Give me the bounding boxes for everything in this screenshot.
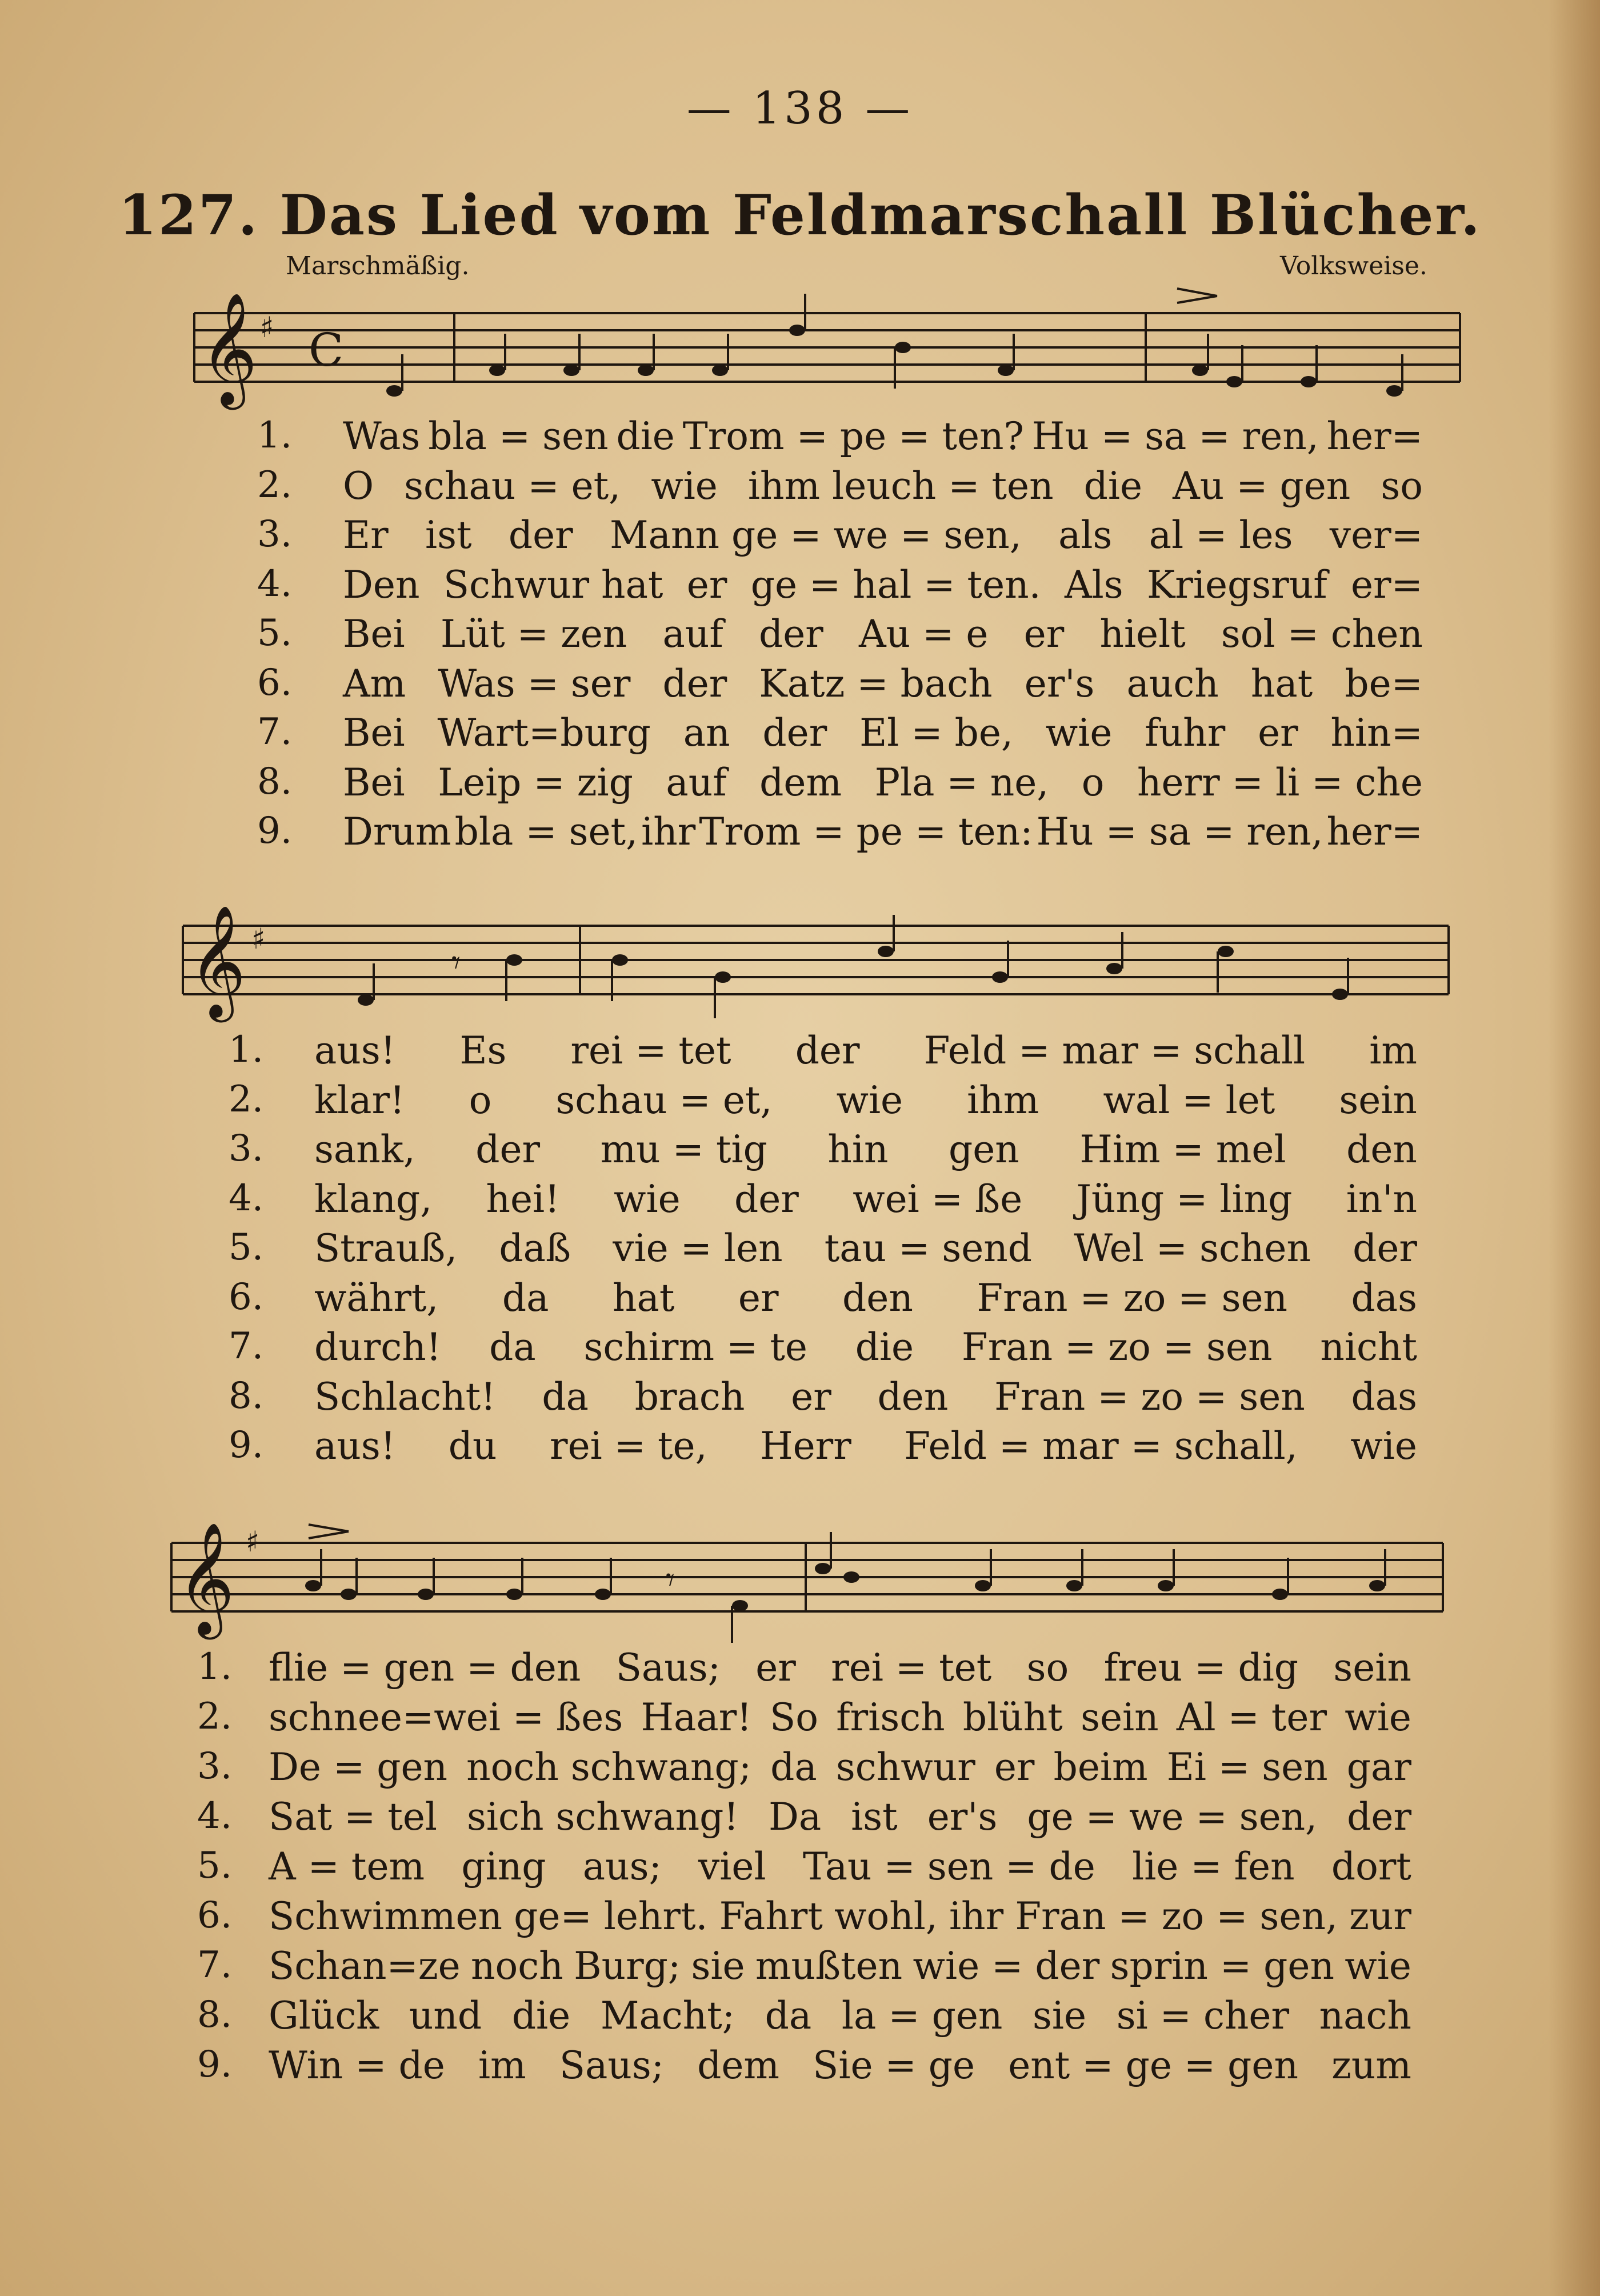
lyric-syllable: das	[1351, 1374, 1417, 1419]
verse-number: 4.	[257, 562, 293, 605]
lyric-line	[269, 1845, 1411, 1889]
staff-system-1	[194, 289, 1460, 410]
lyric-syllable: Schlacht!	[314, 1374, 496, 1419]
lyric-syllable: ging	[461, 1845, 546, 1889]
lyric-syllable: o	[1081, 760, 1105, 805]
lyric-syllable: brach	[634, 1374, 745, 1419]
lyric-syllable: Drum	[343, 810, 451, 854]
lyric-syllable: da	[765, 1994, 812, 2038]
lyric-syllable: aus!	[314, 1424, 396, 1468]
lyric-syllable: hat	[613, 1275, 675, 1320]
lyric-line	[314, 1029, 1417, 1073]
lyric-syllable: bla = sen	[428, 414, 609, 458]
verse-number: 7.	[229, 1325, 264, 1367]
lyric-syllable: herr = li = che	[1137, 760, 1423, 805]
lyric-syllable: aus;	[582, 1845, 662, 1889]
lyric-syllable: be=	[1345, 661, 1423, 706]
verse-number: 5.	[197, 1845, 233, 1887]
lyric-syllable: wie = der	[913, 1944, 1100, 1988]
lyric-syllable: gen	[948, 1127, 1019, 1171]
tempo-marking: Marschmäßig.	[286, 251, 470, 281]
lyric-syllable: Kriegsruf	[1147, 562, 1327, 607]
verse-number: 3.	[229, 1127, 264, 1170]
verse-number: 9.	[257, 810, 293, 852]
lyric-syllable: sein	[1081, 1695, 1159, 1739]
lyric-syllable: hei!	[486, 1177, 560, 1221]
svg-text:𝄾: 𝄾	[451, 943, 461, 983]
lyric-syllable: mu = tig	[600, 1127, 767, 1171]
lyric-syllable: Trom = pe = ten:	[699, 810, 1033, 854]
lyric-syllable: Feld = mar = schall,	[904, 1424, 1298, 1468]
lyric-syllable: Sat = tel	[269, 1795, 438, 1839]
lyric-syllable: Da	[768, 1795, 822, 1839]
verse-number: 3.	[197, 1745, 233, 1787]
lyric-line	[314, 1375, 1417, 1419]
lyric-line	[343, 761, 1423, 805]
lyric-line	[269, 1894, 1411, 1938]
lyric-syllable: dem	[759, 760, 842, 805]
lyric-syllable: sein	[1333, 1646, 1411, 1690]
lyric-syllable: rei = tet	[570, 1029, 731, 1073]
svg-text:𝄞: 𝄞	[189, 905, 246, 1018]
lyric-syllable: sein	[1339, 1078, 1417, 1122]
lyric-line	[314, 1276, 1417, 1320]
lyric-syllable: Schwimmen	[269, 1894, 503, 1938]
lyric-syllable: sank,	[314, 1127, 415, 1171]
lyric-syllable: in'n	[1346, 1177, 1417, 1221]
lyric-syllable: auf	[662, 612, 723, 656]
lyric-syllable: Au = e	[858, 612, 989, 656]
lyric-syllable: den	[1346, 1127, 1417, 1171]
lyric-syllable: den	[842, 1275, 913, 1320]
verse-number: 8.	[197, 1994, 233, 2036]
lyric-syllable: tau = send	[824, 1226, 1033, 1270]
lyric-syllable: da	[770, 1745, 817, 1789]
lyric-syllable: an	[683, 711, 730, 755]
lyric-syllable: der	[508, 513, 573, 557]
lyric-syllable: ge = we = sen,	[1027, 1795, 1318, 1839]
staff-system-3	[171, 1522, 1443, 1643]
lyric-syllable: beim	[1053, 1745, 1148, 1789]
lyric-syllable: Er	[343, 513, 389, 557]
lyric-syllable: frisch	[836, 1695, 945, 1739]
lyric-syllable: schau = et,	[555, 1078, 773, 1122]
lyric-syllable: ihr	[949, 1894, 1004, 1938]
lyric-syllable: Glück	[269, 1994, 379, 2038]
lyric-syllable: dem	[697, 2043, 780, 2087]
lyric-syllable: mußten	[755, 1944, 903, 1988]
verse-number: 4.	[197, 1795, 233, 1837]
verse-number: 5.	[257, 612, 293, 654]
lyric-syllable: wie	[1345, 1944, 1411, 1988]
verse-number: 8.	[257, 760, 293, 803]
lyric-syllable: Strauß,	[314, 1226, 458, 1270]
lyric-line	[269, 1745, 1411, 1789]
lyric-syllable: Macht;	[600, 1994, 735, 2038]
page-number: — 138 —	[686, 83, 914, 134]
lyric-syllable: Wel = schen	[1074, 1226, 1311, 1270]
lyric-syllable: wie	[836, 1078, 903, 1122]
lyric-line	[314, 1127, 1417, 1171]
lyric-syllable: la = gen	[841, 1994, 1003, 2038]
verse-number: 7.	[257, 711, 293, 753]
lyric-syllable: die	[855, 1325, 914, 1369]
lyric-syllable: hat	[1250, 661, 1313, 706]
lyric-syllable: ihr	[641, 810, 696, 854]
lyric-syllable: Bei	[343, 760, 405, 805]
lyric-syllable: durch!	[314, 1325, 442, 1369]
lyric-syllable: Wart=burg	[437, 711, 651, 755]
lyric-syllable: Win = de	[269, 2043, 445, 2087]
lyric-line	[343, 563, 1423, 607]
verse-number: 1.	[197, 1646, 233, 1688]
lyric-syllable: im	[478, 2043, 526, 2087]
lyric-syllable: er=	[1351, 562, 1423, 607]
lyric-syllable: Lüt = zen	[440, 612, 627, 656]
lyric-syllable: auf	[666, 760, 727, 805]
lyric-syllable: der	[795, 1029, 860, 1073]
lyric-syllable: so	[1381, 463, 1423, 508]
lyric-syllable: sie	[1033, 1994, 1087, 2038]
lyric-syllable: rei = tet	[831, 1646, 992, 1690]
lyric-line	[343, 711, 1423, 755]
lyric-syllable: ist	[851, 1795, 898, 1839]
lyric-syllable: Burg;	[574, 1944, 681, 1988]
song-title: 127. Das Lied vom Feldmarschall Blücher.	[118, 183, 1482, 247]
lyric-syllable: her=	[1326, 810, 1423, 854]
lyric-syllable: ihm	[967, 1078, 1039, 1122]
lyric-syllable: hin=	[1330, 711, 1423, 755]
lyric-line	[269, 1695, 1411, 1739]
lyric-syllable: nach	[1319, 1994, 1411, 2038]
lyric-syllable: Schwur hat	[443, 562, 663, 607]
lyric-syllable: Was = ser	[438, 661, 631, 706]
lyric-syllable: Pla = ne,	[874, 760, 1049, 805]
lyric-syllable: noch	[471, 1944, 563, 1988]
verse-number: 4.	[229, 1177, 264, 1219]
verse-number: 9.	[197, 2043, 233, 2086]
svg-text:𝄞: 𝄞	[200, 292, 258, 405]
lyric-syllable: Herr	[760, 1424, 851, 1468]
lyric-line	[314, 1424, 1417, 1468]
lyric-syllable: Schan=ze	[269, 1944, 461, 1988]
lyric-syllable: al = les	[1149, 513, 1293, 557]
lyric-syllable: schwur	[835, 1745, 975, 1789]
lyric-syllable: vie = len	[613, 1226, 783, 1270]
lyric-syllable: Tau = sen = de	[802, 1845, 1095, 1889]
lyric-syllable: Hu = sa = ren,	[1036, 810, 1323, 854]
lyric-syllable: den	[877, 1374, 949, 1419]
lyric-syllable: der	[662, 661, 727, 706]
verse-number: 1.	[257, 414, 293, 457]
lyric-line	[269, 1646, 1411, 1690]
lyric-syllable: währt,	[314, 1275, 439, 1320]
lyric-line	[314, 1325, 1417, 1369]
lyric-syllable: aus!	[314, 1029, 396, 1073]
lyric-line	[269, 1994, 1411, 2038]
verse-number: 2.	[229, 1078, 264, 1121]
lyric-syllable: der	[758, 612, 823, 656]
lyric-syllable: der	[1353, 1226, 1417, 1270]
lyric-syllable: O	[343, 463, 374, 508]
lyric-syllable: Fran = zo = sen	[961, 1325, 1273, 1369]
lyric-syllable: sie	[691, 1944, 745, 1988]
lyric-line	[269, 2043, 1411, 2087]
lyric-syllable: er	[738, 1275, 779, 1320]
lyric-syllable: als	[1058, 513, 1113, 557]
verse-number: 6.	[257, 661, 293, 704]
lyric-line	[269, 1944, 1411, 1988]
lyric-syllable: Fran = zo = sen	[994, 1374, 1305, 1419]
lyric-syllable: Al = ter	[1176, 1695, 1327, 1739]
lyric-syllable: da	[542, 1374, 589, 1419]
lyric-syllable: ihm leuch = ten	[747, 463, 1054, 508]
lyric-syllable: gar	[1346, 1745, 1411, 1789]
lyric-line	[343, 662, 1423, 706]
lyric-syllable: ge= lehrt.	[514, 1894, 708, 1938]
verse-number: 6.	[229, 1275, 264, 1318]
lyric-syllable: wie	[1345, 1695, 1411, 1739]
lyric-syllable: sich schwang!	[467, 1795, 739, 1839]
lyric-syllable: er	[1023, 612, 1065, 656]
lyric-line	[314, 1177, 1417, 1221]
verse-number: 5.	[229, 1226, 264, 1269]
lyric-syllable: der	[1347, 1795, 1411, 1839]
lyric-syllable: Jüng = ling	[1076, 1177, 1293, 1221]
lyric-syllable: du	[448, 1424, 497, 1468]
lyric-syllable: Was	[343, 414, 421, 458]
lyric-syllable: wie	[1045, 711, 1113, 755]
lyric-syllable: Bei	[343, 711, 405, 755]
lyric-syllable: rei = te,	[550, 1424, 707, 1468]
verse-number: 6.	[197, 1894, 233, 1937]
composer-attribution: Volksweise.	[1280, 251, 1427, 281]
lyric-syllable: Fran = zo = sen	[977, 1275, 1288, 1320]
lyric-line	[343, 414, 1423, 458]
lyric-syllable: nicht	[1320, 1325, 1417, 1369]
lyric-syllable: die	[616, 414, 675, 458]
lyric-line	[314, 1226, 1417, 1270]
lyric-syllable: wie	[613, 1177, 681, 1221]
lyric-syllable: Hu = sa = ren,	[1031, 414, 1319, 458]
lyric-syllable: er's	[927, 1795, 998, 1839]
lyric-syllable: dort	[1331, 1845, 1411, 1889]
lyric-syllable: fuhr	[1145, 711, 1226, 755]
lyric-syllable: der	[734, 1177, 799, 1221]
svg-text:♯: ♯	[246, 1525, 260, 1558]
lyric-syllable: er	[791, 1374, 831, 1419]
lyric-syllable: Saus;	[615, 1646, 721, 1690]
lyric-syllable: El = be,	[859, 711, 1013, 755]
lyric-syllable: er	[755, 1646, 796, 1690]
lyric-line	[343, 810, 1423, 854]
lyric-syllable: her=	[1326, 414, 1423, 458]
lyric-syllable: ge = hal = ten.	[750, 562, 1041, 607]
lyric-syllable: Als	[1064, 562, 1123, 607]
lyric-syllable: si = cher	[1116, 1994, 1290, 2038]
svg-text:𝄾: 𝄾	[666, 1560, 675, 1600]
lyric-syllable: wie	[1350, 1424, 1417, 1468]
lyric-syllable: wal = let	[1103, 1078, 1275, 1122]
lyric-line	[314, 1078, 1417, 1122]
lyric-syllable: da	[489, 1325, 536, 1369]
lyric-syllable: sol = chen	[1221, 612, 1423, 656]
lyric-syllable: So	[770, 1695, 818, 1739]
lyric-syllable: Bei	[343, 612, 405, 656]
svg-text:𝄞: 𝄞	[177, 1522, 235, 1635]
lyric-syllable: ist	[425, 513, 472, 557]
lyric-syllable: Es	[459, 1029, 507, 1073]
verse-number: 3.	[257, 513, 293, 555]
staff-system-2	[183, 905, 1449, 1022]
lyric-syllable: Saus;	[559, 2043, 664, 2087]
lyric-syllable: schau = et,	[404, 463, 621, 508]
lyric-syllable: er	[686, 562, 727, 607]
lyric-syllable: Au = gen	[1173, 463, 1351, 508]
lyric-syllable: er	[1258, 711, 1298, 755]
lyric-syllable: blüht	[962, 1695, 1063, 1739]
lyric-syllable: da	[502, 1275, 549, 1320]
lyric-syllable: im	[1369, 1029, 1417, 1073]
svg-text:♯: ♯	[251, 922, 266, 955]
verse-number: 2.	[197, 1695, 233, 1738]
lyric-syllable: Leip = zig	[438, 760, 633, 805]
lyric-syllable: die	[1083, 463, 1143, 508]
lyric-syllable: hin	[827, 1127, 889, 1171]
lyric-syllable: zum	[1331, 2043, 1411, 2087]
lyric-syllable: o	[469, 1078, 492, 1122]
lyric-syllable: auch	[1126, 661, 1219, 706]
lyric-line	[343, 513, 1423, 557]
lyric-syllable: so	[1026, 1646, 1069, 1690]
lyric-syllable: die	[511, 1994, 571, 2038]
lyric-syllable: Fahrt	[719, 1894, 823, 1938]
lyric-syllable: De = gen	[269, 1745, 448, 1789]
lyric-syllable: A = tem	[269, 1845, 425, 1889]
lyric-syllable: Sie = ge	[813, 2043, 975, 2087]
verse-number: 2.	[257, 463, 293, 506]
lyric-syllable: sprin = gen	[1110, 1944, 1334, 1988]
lyric-syllable: klar!	[314, 1078, 405, 1122]
lyric-syllable: Ei = sen	[1166, 1745, 1328, 1789]
verse-number: 9.	[229, 1424, 264, 1466]
lyric-syllable: wie	[651, 463, 718, 508]
lyric-syllable: schnee=wei = ßes	[269, 1695, 623, 1739]
lyric-syllable: zur	[1349, 1894, 1411, 1938]
lyric-syllable: und	[409, 1994, 482, 2038]
lyric-syllable: bla = set,	[454, 810, 638, 854]
lyric-syllable: der	[762, 711, 827, 755]
lyric-syllable: Fran = zo = sen,	[1015, 1894, 1338, 1938]
lyric-line	[343, 612, 1423, 656]
lyric-syllable: viel	[698, 1845, 766, 1889]
lyric-syllable: Katz = bach	[759, 661, 993, 706]
lyric-syllable: klang,	[314, 1177, 433, 1221]
lyric-line	[269, 1795, 1411, 1839]
lyric-syllable: das	[1351, 1275, 1417, 1320]
lyric-syllable: lie = fen	[1132, 1845, 1295, 1889]
lyric-syllable: er's	[1024, 661, 1095, 706]
lyric-syllable: Trom = pe = ten?	[682, 414, 1024, 458]
lyric-syllable: wohl,	[834, 1894, 938, 1938]
lyric-syllable: daß	[499, 1226, 571, 1270]
lyric-syllable: Den	[343, 562, 420, 607]
lyric-syllable: wei = ße	[853, 1177, 1023, 1221]
lyric-line	[343, 464, 1423, 508]
svg-text:♯: ♯	[260, 311, 274, 344]
svg-text:C: C	[309, 323, 344, 377]
verse-number: 7.	[197, 1944, 233, 1986]
lyric-syllable: er	[994, 1745, 1035, 1789]
lyric-syllable: freu = dig	[1103, 1646, 1299, 1690]
lyric-syllable: ver=	[1329, 513, 1423, 557]
lyric-syllable: der	[475, 1127, 541, 1171]
lyric-syllable: Am	[343, 661, 406, 706]
lyric-syllable: Haar!	[641, 1695, 752, 1739]
lyric-syllable: flie = gen = den	[269, 1646, 581, 1690]
lyric-syllable: schirm = te	[583, 1325, 807, 1369]
lyric-syllable: Mann ge = we = sen,	[610, 513, 1022, 557]
lyric-syllable: Feld = mar = schall	[923, 1029, 1306, 1073]
verse-number: 1.	[229, 1029, 264, 1071]
lyric-syllable: ent = ge = gen	[1008, 2043, 1298, 2087]
verse-number: 8.	[229, 1374, 264, 1417]
lyric-syllable: hielt	[1099, 612, 1186, 656]
lyric-syllable: Him = mel	[1079, 1127, 1286, 1171]
lyric-syllable: noch schwang;	[466, 1745, 752, 1789]
